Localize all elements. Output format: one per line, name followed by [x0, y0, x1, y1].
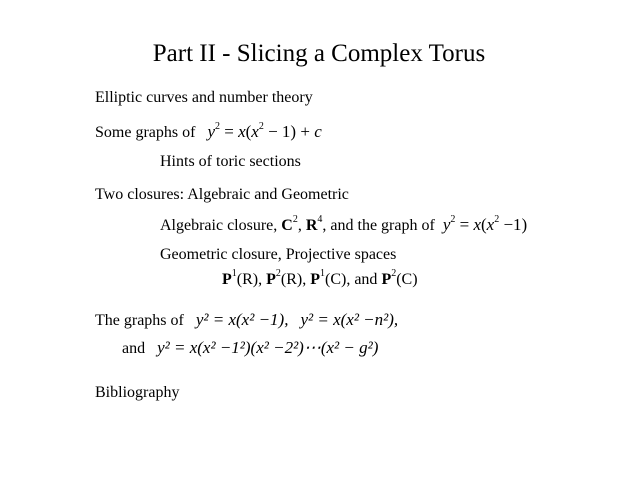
equation-product: y² = x(x² −1²)(x² −2²)⋯(x² − g²)	[157, 338, 379, 357]
equation-torus: $y^2 = x(x^2 - 1) + c$	[207, 121, 322, 141]
line-algebraic-closure: Algebraic closure, $C^2$, $R^4$, and the graph of $y^2 = x(x^2 -1)$	[160, 214, 528, 234]
equation-graph-1: y² = x(x² −1),	[195, 310, 289, 329]
line-and-product: and y² = x(x² −1²)(x² −2²)⋯(x² − g²)	[122, 338, 379, 357]
line-some-graphs	[95, 122, 322, 143]
line-bibliography: Bibliography	[95, 384, 180, 401]
some-graphs-label: Some graphs of	[95, 124, 196, 141]
line-elliptic-curves: Elliptic curves and number theory	[95, 89, 313, 106]
line-two-closures: Two closures: Algebraic and Geometric	[95, 186, 349, 203]
equation-graph-n: y² = x(x² −n²),	[300, 310, 399, 329]
line-projective-spaces: $P^1(R)$, $P^2(R)$, $P^1(C)$, and $P^2(C)$	[222, 268, 418, 288]
line-geometric-closure: Geometric closure, Projective spaces	[160, 246, 397, 263]
slide-title: Part II - Slicing a Complex Torus	[152, 40, 486, 67]
line-graphs-of: The graphs of y² = x(x² −1), y² = x(x² −n²),	[95, 310, 399, 329]
equation-graph: $y^2 = x(x^2 -1)$	[442, 214, 528, 234]
line-hints-toric: Hints of toric sections	[160, 153, 301, 170]
